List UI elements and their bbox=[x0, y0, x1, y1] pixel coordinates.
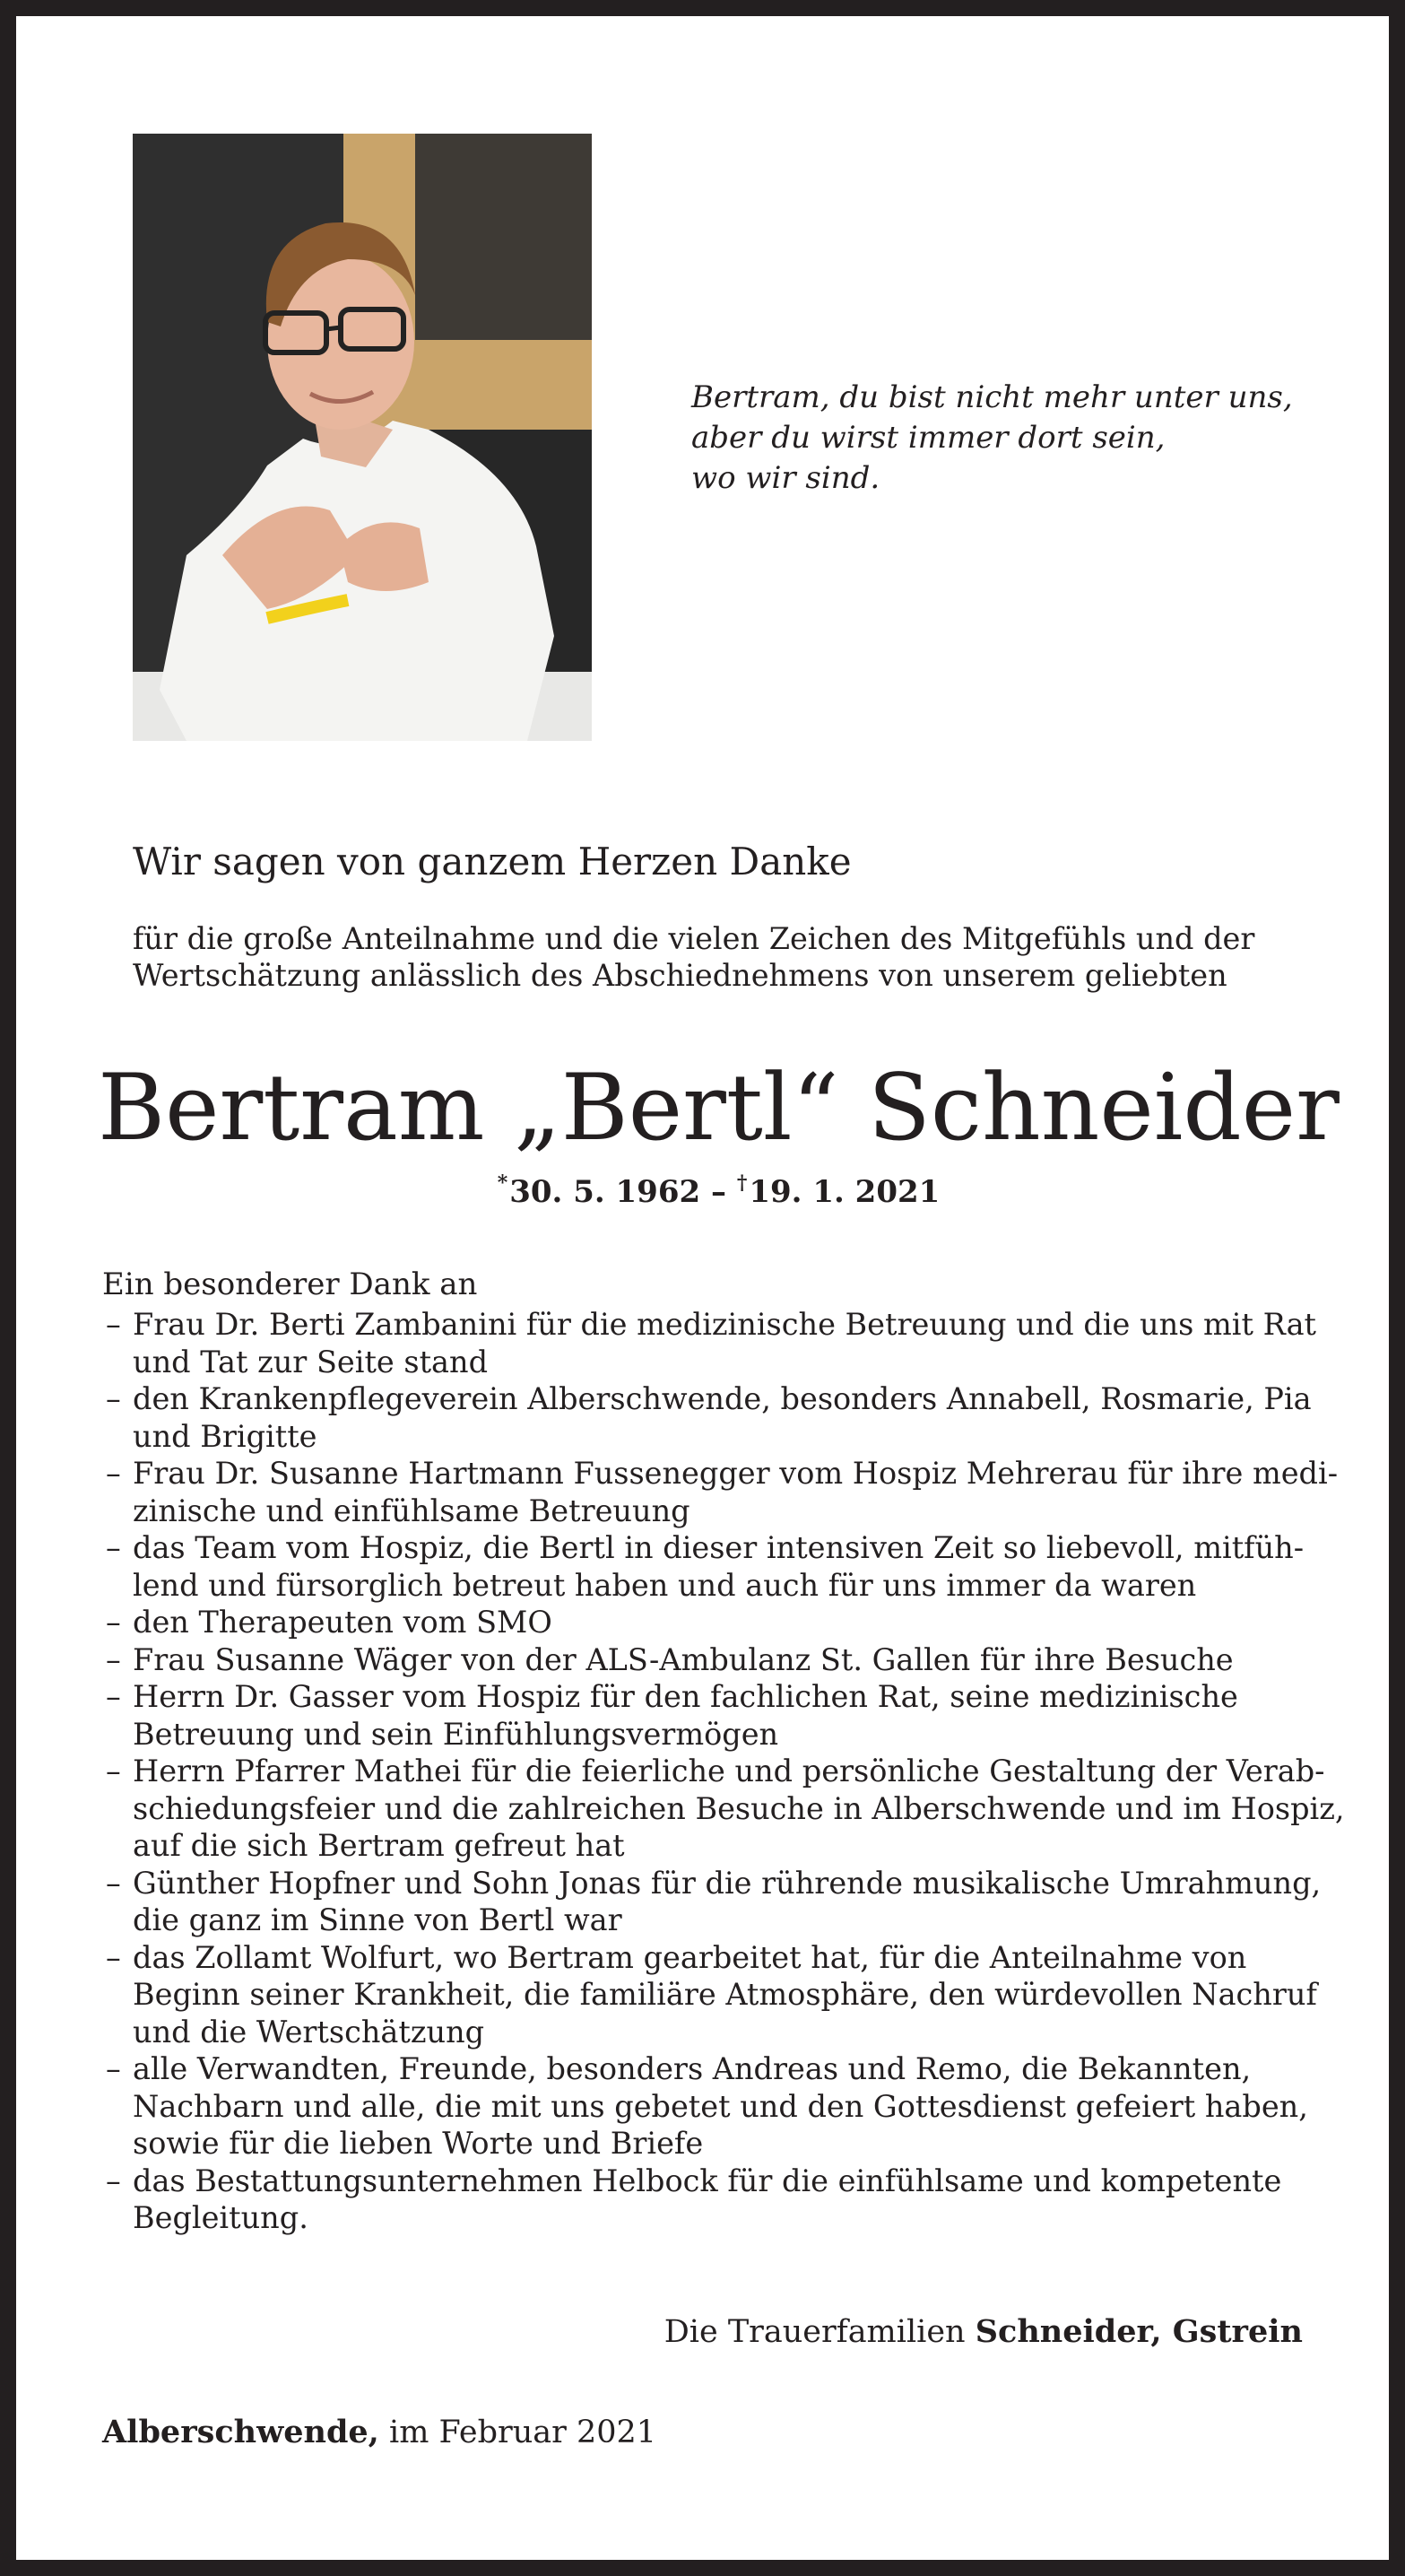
place: Alberschwende, bbox=[102, 2414, 379, 2450]
intro-text bbox=[133, 920, 1316, 994]
deceased-name: Bertram „Bertl“ Schneider bbox=[98, 1055, 1340, 1162]
birth-date: 30. 5. 1962 bbox=[509, 1174, 701, 1210]
thanks-item bbox=[102, 1939, 1340, 2051]
thanks-item-line: – das Bestattungsunternehmen Helbock für die einfühlsame und kompetente bbox=[133, 2163, 1282, 2198]
quote-line: aber du wirst immer dort sein, bbox=[691, 420, 1166, 456]
thanks-heading: Wir sagen von ganzem Herzen Danke bbox=[133, 840, 852, 883]
thanks-item bbox=[102, 1380, 1340, 1455]
thanks-item bbox=[102, 1455, 1340, 1529]
thanks-item-line: und Brigitte bbox=[133, 1418, 317, 1454]
thanks-item-line: – Herrn Dr. Gasser vom Hospiz für den fachlichen Rat, seine medizinische bbox=[133, 1679, 1238, 1714]
death-date: 19. 1. 2021 bbox=[749, 1174, 941, 1210]
thanks-item-line: – das Team vom Hospiz, die Bertl in dieser intensiven Zeit so liebevoll, mitfüh- bbox=[133, 1530, 1305, 1565]
date: im Februar 2021 bbox=[389, 2415, 657, 2450]
portrait-photo bbox=[133, 134, 592, 741]
thanks-item-line: – Günther Hopfner und Sohn Jonas für die rührende musikalische Umrahmung, bbox=[133, 1865, 1322, 1901]
thanks-item bbox=[102, 2163, 1340, 2237]
thanks-item-line: – das Zollamt Wolfurt, wo Bertram gearbeitet hat, für die Anteilnahme von bbox=[133, 1939, 1247, 1975]
thanks-item-line: – Frau Dr. Berti Zambanini für die medizinische Betreuung und die uns mit Rat bbox=[133, 1307, 1317, 1342]
thanks-item bbox=[102, 1641, 1340, 1679]
date-separator: – bbox=[700, 1174, 737, 1210]
thanks-item bbox=[102, 1865, 1340, 1939]
thanks-item-line: die ganz im Sinne von Bertl war bbox=[133, 1902, 622, 1937]
signature bbox=[664, 2313, 1303, 2350]
portrait-illustration bbox=[133, 134, 592, 741]
thanks-item bbox=[102, 1604, 1340, 1641]
thanks-item-line: lend und fürsorglich betreut haben und auch für uns immer da waren bbox=[133, 1567, 1197, 1603]
birth-symbol: * bbox=[497, 1171, 508, 1195]
thanks-item-line: – den Krankenpflegeverein Alberschwende, besonders Annabell, Rosmarie, Pia bbox=[133, 1381, 1312, 1416]
thanks-item-line: – alle Verwandten, Freunde, besonders Andreas und Remo, die Bekannten, bbox=[133, 2051, 1252, 2086]
life-dates bbox=[16, 1171, 1405, 1210]
quote-line: Bertram, du bist nicht mehr unter uns, bbox=[691, 379, 1293, 415]
thanks-item-line: und Tat zur Seite stand bbox=[133, 1344, 489, 1379]
thanks-item-line: schiedungsfeier und die zahlreichen Besuche in Alberschwende und im Hospiz, bbox=[133, 1790, 1345, 1826]
thanks-item bbox=[102, 2050, 1340, 2163]
place-date bbox=[102, 2414, 656, 2450]
signature-prefix: Die Trauerfamilien bbox=[663, 2314, 966, 2350]
thanks-item bbox=[102, 1753, 1345, 1865]
death-symbol: † bbox=[736, 1171, 748, 1195]
thanks-item-line: Beginn seiner Krankheit, die familiäre Atmosphäre, den würdevollen Nachruf bbox=[133, 1977, 1317, 2012]
memorial-quote bbox=[691, 378, 1319, 499]
thanks-item-line: Begleitung. bbox=[133, 2200, 308, 2235]
thanks-item bbox=[102, 1529, 1340, 1604]
thanks-item bbox=[102, 1678, 1340, 1753]
intro-line: für die große Anteilnahme und die vielen Zeichen des Mitgefühls und der bbox=[133, 921, 1255, 956]
thanks-item-line: zinische und einfühlsame Betreuung bbox=[133, 1493, 690, 1528]
special-thanks-heading: Ein besonderer Dank an bbox=[102, 1266, 478, 1302]
thanks-item-line: und die Wertschätzung bbox=[133, 2014, 485, 2049]
quote-line: wo wir sind. bbox=[691, 460, 880, 496]
intro-line: Wertschätzung anlässlich des Abschiednehmens von unserem geliebten bbox=[133, 958, 1227, 993]
special-thanks-list bbox=[102, 1306, 1345, 2237]
thanks-item-line: – den Therapeuten vom SMO bbox=[133, 1605, 552, 1640]
signature-families: Schneider, Gstrein bbox=[975, 2313, 1303, 2350]
thanks-item-line: Nachbarn und alle, die mit uns gebetet und den Gottesdienst gefeiert haben, bbox=[133, 2088, 1308, 2124]
thanks-item bbox=[102, 1306, 1340, 1380]
thanks-item-line: auf die sich Bertram gefreut hat bbox=[133, 1828, 625, 1863]
thanks-item-line: – Herrn Pfarrer Mathei für die feierliche und persönliche Gestaltung der Verab- bbox=[133, 1754, 1325, 1788]
thanks-item-line: sowie für die lieben Worte und Briefe bbox=[133, 2126, 704, 2161]
thanks-item-line: – Frau Dr. Susanne Hartmann Fussenegger vom Hospiz Mehrerau für ihre medi- bbox=[133, 1456, 1339, 1491]
thanks-item-line: Betreuung und sein Einfühlungsvermögen bbox=[133, 1716, 779, 1752]
thanks-item-line: – Frau Susanne Wäger von der ALS-Ambulanz St. Gallen für ihre Besuche bbox=[133, 1641, 1234, 1677]
